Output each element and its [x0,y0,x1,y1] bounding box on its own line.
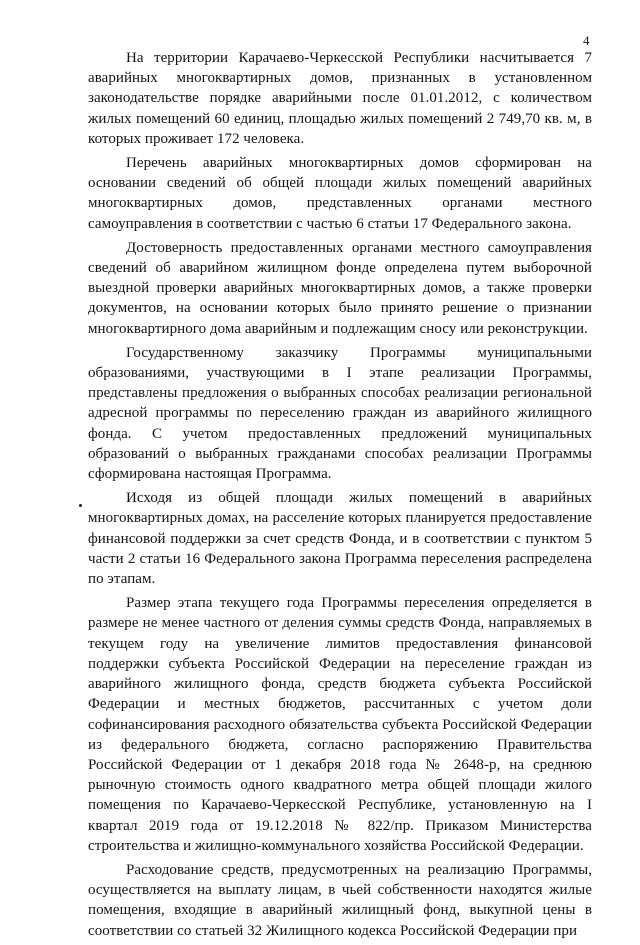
paragraph-stage-distribution: Исходя из общей площади жилых помещений в аварийных многоквартирных домах, на расселение которых планируется предоставление финансовой поддержки за счет средств Фонда, и в соответствии с пунктом 5 части 2 статьи 16 Федерального закона Программа переселения распределена по этапам. [88,490,592,588]
paragraph-stage-size: Размер этапа текущего года Программы переселения определяется в размере не менее частного от деления суммы средств Фонда, направляемых в текущем году на увеличение лимитов предоставления финансовой поддержки субъекта Российской Федерации на переселение граждан из аварийного жилищного фонда, средств бюджета субъекта Российской Федерации и местных бюджетов, рассчитанных с учетом доли софинансирования расходного обязательства субъекта Российской Федерации из федерального бюджета, согласно распоряжению Правительства Российской Федерации от 1 декабря 2018 года № 2648-р, на среднюю рыночную стоимость одного квадратного метра общей площади жилого помещения по Карачаево-Черкесской Республике, установленную на I квартал 2019 года от 19.12.2018 № 822/пр. Приказом Министерства строительства и жилищно-коммунального хозяйства Российской Федерации. [88,595,592,854]
paragraph-data-verification: Достоверность предоставленных органами местного самоуправления сведений об аварийном жилищном фонде определена путем выборочной выездной проверки аварийных многоквартирных домов, а также проверки документов, на основании которых было принято решение о признании многоквартирного дома аварийным и подлежащим сносу или реконструкции. [88,239,592,337]
paragraph-emergency-houses-count: На территории Карачаево-Черкесской Республики насчитывается 7 аварийных многоквартирных домов, признанных в установленном законодательстве порядке аварийными после 01.01.2012, с количеством жилых помещений 60 единиц, площадью жилых помещений 2 749,70 кв. м, в которых проживает 172 человека. [88,50,592,147]
paragraph-funds-spending: Расходование средств, предусмотренных на реализацию Программы, осуществляется на выплату лицам, в чьей собственности находятся жилые помещения, входящие в аварийный жилищный фонд, выкупной цены в соответствии со статьей 32 Жилищного кодекса Российской Федерации при [88,861,592,939]
paragraph-municipal-proposals: Государственному заказчику Программы муниципальными образованиями, участвующими в I этапе реализации Программы, представлены предложения о выбранных способах реализации региональной адресной программы по переселению граждан из аварийного жилищного фонда. С учетом предоставленных предложений муниципальных образований о выбранных гражданами способах реализации Программы сформирована настоящая Программа. [88,344,592,483]
scan-dot [79,504,82,507]
page-number: 4 [583,33,590,48]
document-body [88,48,592,945]
paragraph-house-list-formation: Перечень аварийных многоквартирных домов сформирован на основании сведений об общей площади жилых помещений аварийных многоквартирных домов, представленных органами местного самоуправления в соответствии с частью 6 статьи 17 Федерального закона. [88,155,592,232]
